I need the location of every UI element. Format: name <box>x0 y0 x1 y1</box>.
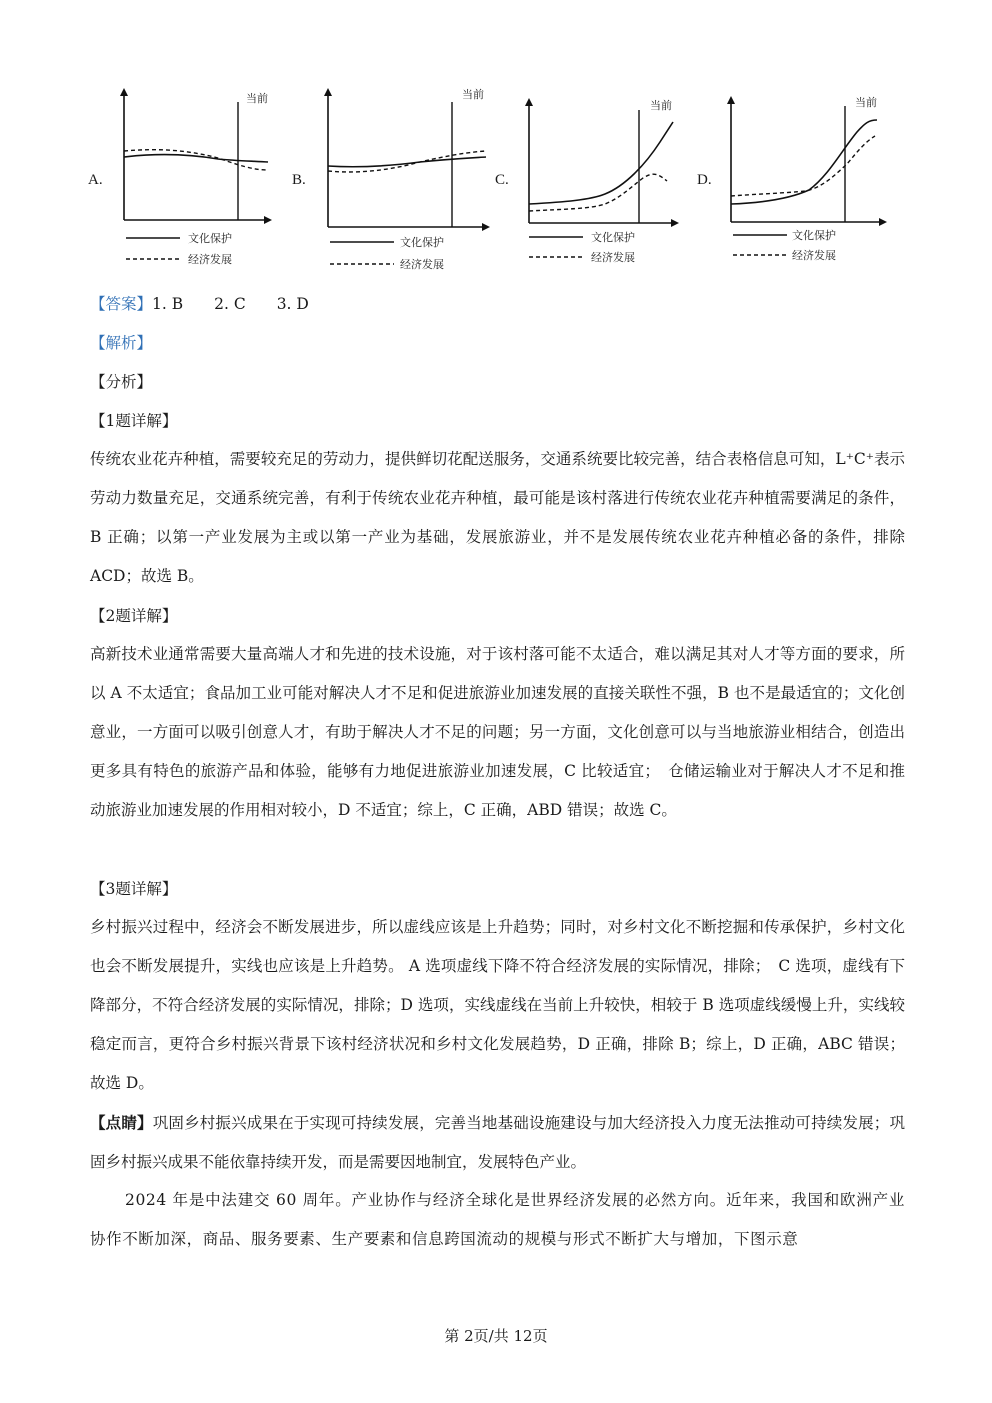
q3-body: 乡村振兴过程中，经济会不断发展进步，所以虚线应该是上升趋势；同时，对乡村文化不断挖掘和传承保护，乡村文化也会不断发展提升，实线也应该是上升趋势。 A 选项虚线下降不符合经济发展的实际情况，排除； C 选项，虚线有下降部分，不符合经济发展的实际情况，排除；D 选项，实线虚线在当前上升较快，相较于 B 选项虚线缓慢上升，实线较稳定而言，更符合乡村振兴背景下该村经济状况和乡村文化发展趋势，D 正确，排除 B；综上，D 正确，ABC 错误；故选 D。 <box>90 918 905 1092</box>
legend-dashed-b: 经济发展 <box>400 258 444 271</box>
current-label-d: 当前 <box>855 96 877 109</box>
legend-solid-c: 文化保护 <box>591 231 635 244</box>
economy-line-b <box>328 151 486 172</box>
graph-d-svg <box>697 80 897 270</box>
current-label-a: 当前 <box>246 92 268 105</box>
dianjing-block <box>90 1103 905 1182</box>
graph-b-svg <box>290 80 495 275</box>
q2-tag: 【2题详解】 <box>90 607 178 625</box>
option-label-c: C. <box>495 172 509 188</box>
fenxi-tag: 【分析】 <box>90 373 153 391</box>
current-label-b: 当前 <box>462 88 484 101</box>
economy-line-c <box>529 174 667 211</box>
legend-solid-a: 文化保护 <box>188 232 232 245</box>
current-label-c: 当前 <box>650 99 672 112</box>
option-label-a: A. <box>88 172 103 188</box>
q1-body: 传统农业花卉种植，需要较充足的劳动力，提供鲜切花配送服务，交通系统要比较完善，结合表格信息可知，L⁺C⁺表示劳动力数量充足，交通系统完善，有利于传统农业花卉种植，最可能是该村落进行传统农业花卉种植需要满足的条件，B 正确；以第一产业发展为主或以第一产业为基础，发展旅游业，并不是发展传统农业花卉种植必备的条件，排除 ACD；故选 B。 <box>90 450 905 585</box>
answer-text: 1. B 2. C 3. D <box>152 295 309 313</box>
legend-solid-b: 文化保护 <box>400 236 444 249</box>
graph-b <box>290 80 495 275</box>
dianjing-tag: 【点睛】 <box>90 1113 153 1132</box>
page-footer: 第 2页/共 12页 <box>444 1327 548 1345</box>
q2-body: 高新技术业通常需要大量高端人才和先进的技术设施，对于该村落可能不太适合，难以满足其对人才等方面的要求，所以 A 不太适宜；食品加工业可能对解决人才不足和促进旅游业加速发展的直接关联性不强，B 也不是最适宜的；文化创意业，一方面可以吸引创意人才，有助于解决人才不足的问题；另一方面，文化创意可以与当地旅游业相结合，创造出更多具有特色的旅游产品和体验，能够有力地促进旅游业加速发展，C 比较适宜； 仓储运输业对于解决人才不足和推动旅游业加速发展的作用相对较小，D 不适宜；综上，C 正确，ABD 错误；故选 C。 <box>90 645 905 819</box>
culture-line-a <box>124 155 268 162</box>
graph-a <box>88 80 273 270</box>
analysis-tag: 【解析】 <box>90 334 153 352</box>
culture-line-c <box>529 122 673 204</box>
legend-dashed-c: 经济发展 <box>591 251 635 264</box>
legend-dashed-a: 经济发展 <box>188 253 232 266</box>
graph-d <box>697 80 897 270</box>
next-passage: 2024 年是中法建交 60 周年。产业协作与经济全球化是世界经济发展的必然方向。近年来，我国和欧洲产业协作不断加深，商品、服务要素、生产要素和信息跨国流动的规模与形式不断扩大与增加，下图示意 <box>90 1191 905 1248</box>
option-label-d: D. <box>697 172 712 188</box>
answer-line <box>90 294 905 314</box>
legend-dashed-d: 经济发展 <box>792 249 836 262</box>
q1-tag: 【1题详解】 <box>90 412 178 430</box>
economy-line-d <box>731 136 875 196</box>
option-label-b: B. <box>292 172 306 188</box>
economy-line-a <box>124 150 268 170</box>
legend-solid-d: 文化保护 <box>792 229 836 242</box>
graph-a-svg <box>88 80 273 270</box>
graph-c <box>495 80 685 270</box>
dianjing-body: 巩固乡村振兴成果在于实现可持续发展，完善当地基础设施建设与加大经济投入力度无法推动可持续发展；巩固乡村振兴成果不能依靠持续开发，而是需要因地制宜，发展特色产业。 <box>90 1114 905 1171</box>
q3-tag: 【3题详解】 <box>90 880 178 898</box>
graph-c-svg <box>495 80 685 270</box>
answer-tag: 【答案】 <box>90 295 153 313</box>
